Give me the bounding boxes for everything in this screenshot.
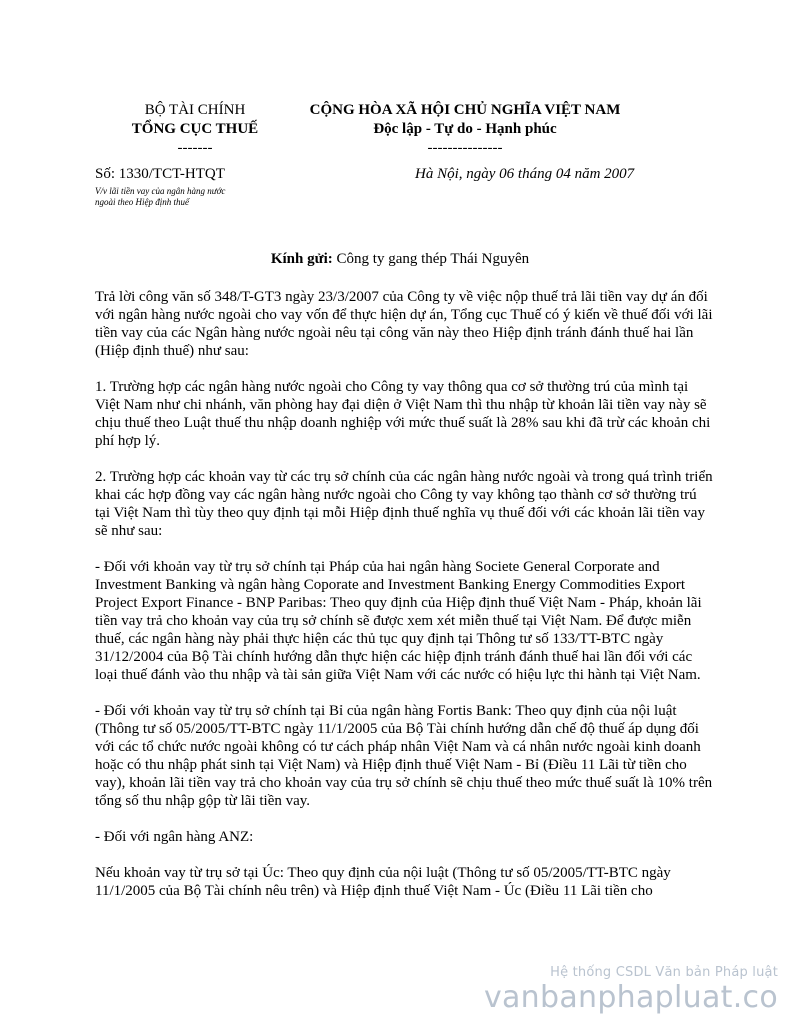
national-header <box>280 101 650 158</box>
document-subject <box>95 186 275 208</box>
issuer-divider: ------- <box>177 140 213 156</box>
greeting-label: Kính gửi: <box>270 251 333 267</box>
letter-body <box>95 288 715 918</box>
place-date: Hà Nội, ngày 06 tháng 04 năm 2007 <box>415 166 635 182</box>
subject-line-1: V/v lãi tiền vay của ngân hàng nước <box>95 186 226 196</box>
watermark-tagline: Hệ thống CSDL Văn bản Pháp luật <box>550 965 778 980</box>
body-paragraph: - Đối với khoản vay từ trụ sở chính tại Bỉ của ngân hàng Fortis Bank: Theo quy định của nội luật (Thông tư số 05/2005/TT-BTC ngày 11/1/2005 của Bộ Tài chính hướng dẫn chế độ thuế áp dụng đối với các tổ chức nước ngoài không có tư cách pháp nhân Việt Nam và cá nhân nước ngoài kinh doanh hoặc có thu nhập phát sinh tại Việt Nam) và Hiệp định thuế Việt Nam - Bỉ (Điều 11 Lãi từ tiền cho vay), khoản lãi tiền vay trả cho khoản vay của trụ sở chính sẽ chịu thuế theo mức thuế suất là 10% trên tổng số thu nhập gộp từ lãi tiền vay. <box>95 703 713 809</box>
national-motto: Độc lập - Tự do - Hạnh phúc <box>373 121 557 137</box>
greeting-line <box>0 251 800 268</box>
issuer-header <box>100 101 290 158</box>
body-paragraph: Nếu khoản vay từ trụ sở tại Úc: Theo quy định của nội luật (Thông tư số 05/2005/TT-BTC ngày 11/1/2005 của Bộ Tài chính nêu trên) và Hiệp định thuế Việt Nam - Úc (Điều 11 Lãi tiền cho <box>95 865 671 899</box>
greeting-recipient: Công ty gang thép Thái Nguyên <box>336 251 530 267</box>
motto-divider: --------------- <box>427 140 503 156</box>
body-paragraph: 1. Trường hợp các ngân hàng nước ngoài cho Công ty vay thông qua cơ sở thường trú của mình tại Việt Nam như chi nhánh, văn phòng hay đại diện ở Việt Nam thì thu nhập từ khoản lãi tiền vay này sẽ chịu thuế theo Luật thuế thu nhập doanh nghiệp với mức thuế suất là 28% sau khi đã trừ các khoản chi phí hợp lý. <box>95 379 711 449</box>
site-watermark <box>484 965 778 1015</box>
body-paragraph: Trả lời công văn số 348/T-GT3 ngày 23/3/2007 của Công ty về việc nộp thuế trả lãi tiền vay dự án đối với ngân hàng nước ngoài cho vay vốn để thực hiện dự án, Tổng cục Thuế có ý kiến về thuế đối với lãi tiền vay của các Ngân hàng nước ngoài nêu tại công văn này theo Hiệp định tránh đánh thuế hai lần (Hiệp định thuế) như sau: <box>95 289 713 359</box>
ministry-name: BỘ TÀI CHÍNH <box>144 102 246 118</box>
department-name: TỔNG CỤC THUẾ <box>131 121 259 137</box>
body-paragraph: - Đối với khoản vay từ trụ sở chính tại Pháp của hai ngân hàng Societe General Corporate and Investment Banking và ngân hàng Coporate and Investment Banking Energy Commodities Export Project Export Finance - BNP Paribas: Theo quy định của Hiệp định thuế Việt Nam - Pháp, khoản lãi tiền vay trả cho khoản vay của trụ sở chính sẽ được xem xét miễn thuế tại Việt Nam. Để được miễn thuế, các ngân hàng này phải thực hiện các thủ tục quy định tại Thông tư số 133/TT-BTC ngày 31/12/2004 của Bộ Tài chính hướng dẫn thực hiện các hiệp định tránh đánh thuế hai lần đối với các loại thuế đánh vào thu nhập và tài sản giữa Việt Nam với các nước có hiệu lực thi hành tại Việt Nam. <box>95 559 702 683</box>
watermark-domain: vanbanphapluat.co <box>483 980 778 1015</box>
body-paragraph: 2. Trường hợp các khoản vay từ các trụ sở chính của các ngân hàng nước ngoài và trong quá trình triển khai các hợp đồng vay các ngân hàng nước ngoài cho Công ty vay không tạo thành cơ sở thường trú tại Việt Nam thì tùy theo quy định tại mỗi Hiệp định thuế nghĩa vụ thuế đối với các khoản lãi tiền vay sẽ như sau: <box>95 469 713 539</box>
document-number: Số: 1330/TCT-HTQT <box>95 166 225 182</box>
republic-title: CỘNG HÒA XÃ HỘI CHỦ NGHĨA VIỆT NAM <box>309 102 621 118</box>
body-paragraph: - Đối với ngân hàng ANZ: <box>95 829 254 845</box>
subject-line-2: ngoài theo Hiệp định thuế <box>95 197 189 207</box>
